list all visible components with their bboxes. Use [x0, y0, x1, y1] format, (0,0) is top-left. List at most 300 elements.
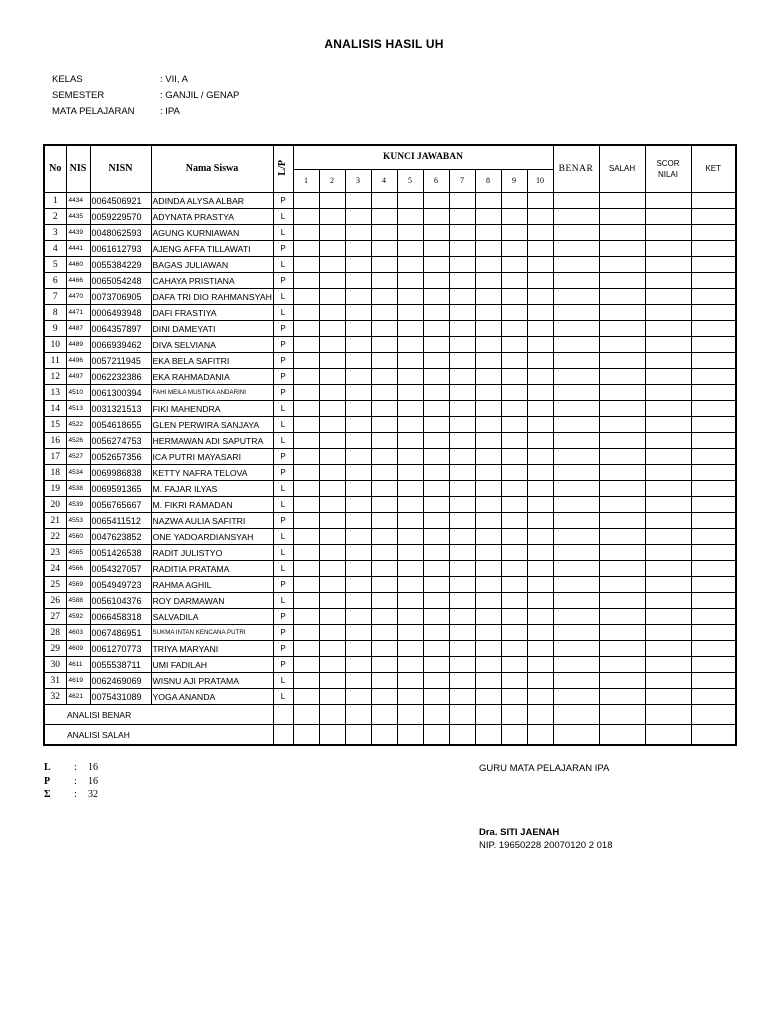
answer-cell — [475, 241, 501, 257]
row-no: 16 — [44, 433, 66, 449]
analysis-row — [44, 725, 736, 746]
answer-cell — [293, 481, 319, 497]
analysis-cell — [371, 725, 397, 746]
answer-cell — [475, 657, 501, 673]
benar-cell — [553, 657, 599, 673]
ket-cell — [691, 417, 736, 433]
answer-cell — [449, 417, 475, 433]
answer-cell — [501, 513, 527, 529]
analysis-cell — [273, 705, 293, 725]
answer-cell — [527, 449, 553, 465]
answer-cell — [449, 689, 475, 705]
answer-cell — [319, 401, 345, 417]
answer-cell — [293, 241, 319, 257]
row-nama: FAHI MEILA MUSTIKA ANDARINI — [151, 385, 273, 401]
answer-cell — [371, 305, 397, 321]
answer-cell — [423, 241, 449, 257]
answer-cell — [449, 657, 475, 673]
analysis-cell — [501, 725, 527, 746]
answer-cell — [319, 497, 345, 513]
ket-cell — [691, 241, 736, 257]
answer-cell — [345, 497, 371, 513]
answer-cell — [397, 369, 423, 385]
row-nisn: 0006493948 — [90, 305, 151, 321]
table-row — [44, 609, 736, 625]
answer-cell — [345, 273, 371, 289]
teacher-role: GURU MATA PELAJARAN IPA — [479, 763, 610, 774]
answer-cell — [501, 417, 527, 433]
answer-cell — [423, 433, 449, 449]
ket-cell — [691, 337, 736, 353]
answer-cell — [397, 433, 423, 449]
benar-cell — [553, 497, 599, 513]
answer-cell — [475, 609, 501, 625]
analysis-cell — [319, 725, 345, 746]
benar-cell — [553, 593, 599, 609]
answer-cell — [345, 241, 371, 257]
answer-cell — [501, 673, 527, 689]
answer-cell — [475, 577, 501, 593]
salah-cell — [599, 321, 645, 337]
header-kunci-jawaban: KUNCI JAWABAN — [293, 145, 553, 169]
meta-row-semester — [52, 87, 239, 103]
row-nis: 4434 — [66, 193, 90, 209]
analysis-cell — [599, 725, 645, 746]
answer-cell — [397, 321, 423, 337]
salah-cell — [599, 577, 645, 593]
answer-cell — [319, 353, 345, 369]
answer-cell — [319, 689, 345, 705]
kunci-number: 2 — [319, 169, 345, 192]
answer-cell — [527, 193, 553, 209]
answer-cell — [475, 625, 501, 641]
answer-cell — [371, 673, 397, 689]
ket-cell — [691, 433, 736, 449]
answer-cell — [397, 401, 423, 417]
answer-cell — [475, 497, 501, 513]
answer-cell — [345, 465, 371, 481]
answer-cell — [475, 289, 501, 305]
salah-cell — [599, 225, 645, 241]
answer-cell — [527, 529, 553, 545]
header-lp-cell — [273, 145, 293, 193]
answer-cell — [527, 225, 553, 241]
benar-cell — [553, 193, 599, 209]
summary-colon: : — [74, 775, 77, 787]
row-no: 22 — [44, 529, 66, 545]
benar-cell — [553, 641, 599, 657]
answer-cell — [449, 497, 475, 513]
table-row — [44, 321, 736, 337]
answer-cell — [371, 641, 397, 657]
row-no: 1 — [44, 193, 66, 209]
row-nis: 4565 — [66, 545, 90, 561]
nilai-cell — [645, 577, 691, 593]
table-row — [44, 545, 736, 561]
row-lp: L — [273, 545, 293, 561]
row-nisn: 0069986838 — [90, 465, 151, 481]
nilai-cell — [645, 641, 691, 657]
ket-cell — [691, 353, 736, 369]
answer-cell — [345, 321, 371, 337]
answer-cell — [293, 257, 319, 273]
table-row — [44, 353, 736, 369]
answer-cell — [475, 273, 501, 289]
row-nama: GLEN PERWIRA SANJAYA — [151, 417, 273, 433]
answer-cell — [319, 625, 345, 641]
answer-cell — [345, 433, 371, 449]
row-nama: KETTY NAFRA TELOVA — [151, 465, 273, 481]
row-nama: DINI DAMEYATI — [151, 321, 273, 337]
answer-cell — [501, 433, 527, 449]
row-no: 30 — [44, 657, 66, 673]
nilai-cell — [645, 241, 691, 257]
nilai-cell — [645, 273, 691, 289]
answer-cell — [345, 401, 371, 417]
answer-cell — [527, 497, 553, 513]
benar-cell — [553, 385, 599, 401]
meta-value: : VII, A — [160, 73, 188, 85]
row-nisn: 0056765667 — [90, 497, 151, 513]
answer-cell — [345, 481, 371, 497]
ket-cell — [691, 577, 736, 593]
row-nis: 4560 — [66, 529, 90, 545]
row-nis: 4460 — [66, 257, 90, 273]
answer-cell — [293, 561, 319, 577]
answer-cell — [397, 209, 423, 225]
row-nama: FIKI MAHENDRA — [151, 401, 273, 417]
answer-cell — [475, 401, 501, 417]
table-row — [44, 465, 736, 481]
answer-cell — [527, 641, 553, 657]
answer-cell — [345, 641, 371, 657]
answer-cell — [371, 449, 397, 465]
benar-cell — [553, 689, 599, 705]
answer-cell — [319, 449, 345, 465]
table-row — [44, 529, 736, 545]
nilai-cell — [645, 353, 691, 369]
nilai-cell — [645, 417, 691, 433]
benar-cell — [553, 209, 599, 225]
answer-cell — [527, 337, 553, 353]
benar-cell — [553, 417, 599, 433]
answer-cell — [527, 417, 553, 433]
answer-cell — [501, 321, 527, 337]
summary-row-p — [44, 775, 98, 789]
row-lp: P — [273, 465, 293, 481]
answer-cell — [319, 481, 345, 497]
answer-cell — [293, 417, 319, 433]
analysis-cell — [319, 705, 345, 725]
answer-cell — [319, 433, 345, 449]
answer-cell — [475, 209, 501, 225]
answer-cell — [345, 545, 371, 561]
answer-cell — [319, 305, 345, 321]
answer-cell — [475, 193, 501, 209]
header-no: No — [44, 145, 66, 193]
answer-cell — [397, 481, 423, 497]
nilai-cell — [645, 305, 691, 321]
answer-cell — [501, 593, 527, 609]
ket-cell — [691, 513, 736, 529]
nilai-cell — [645, 689, 691, 705]
benar-cell — [553, 321, 599, 337]
row-no: 19 — [44, 481, 66, 497]
salah-cell — [599, 273, 645, 289]
answer-cell — [423, 465, 449, 481]
row-nisn: 0062469069 — [90, 673, 151, 689]
ket-cell — [691, 561, 736, 577]
answer-cell — [345, 305, 371, 321]
answer-cell — [527, 513, 553, 529]
row-lp: P — [273, 641, 293, 657]
answer-cell — [423, 673, 449, 689]
nilai-cell — [645, 209, 691, 225]
header-benar: BENAR — [553, 145, 599, 193]
ket-cell — [691, 481, 736, 497]
answer-cell — [319, 385, 345, 401]
header-scor-nilai — [645, 145, 691, 193]
table-row — [44, 289, 736, 305]
ket-cell — [691, 321, 736, 337]
answer-cell — [319, 465, 345, 481]
answer-cell — [293, 641, 319, 657]
table-row — [44, 337, 736, 353]
table-row — [44, 625, 736, 641]
answer-cell — [423, 337, 449, 353]
row-no: 24 — [44, 561, 66, 577]
analysis-cell — [691, 725, 736, 746]
salah-cell — [599, 641, 645, 657]
salah-cell — [599, 305, 645, 321]
row-nama: UMI FADILAH — [151, 657, 273, 673]
kunci-number: 6 — [423, 169, 449, 192]
kunci-number: 9 — [501, 169, 527, 192]
answer-cell — [293, 593, 319, 609]
answer-cell — [449, 593, 475, 609]
analysis-cell — [553, 725, 599, 746]
answer-cell — [501, 465, 527, 481]
summary-value: 16 — [88, 762, 98, 774]
row-nisn: 0061612793 — [90, 241, 151, 257]
answer-cell — [423, 689, 449, 705]
answer-cell — [475, 593, 501, 609]
answer-cell — [397, 353, 423, 369]
answer-cell — [397, 673, 423, 689]
row-no: 32 — [44, 689, 66, 705]
answer-cell — [293, 529, 319, 545]
answer-cell — [293, 289, 319, 305]
analysis-cell — [345, 725, 371, 746]
summary-key: Σ — [44, 789, 51, 801]
analysis-row — [44, 705, 736, 725]
answer-cell — [397, 337, 423, 353]
answer-cell — [319, 529, 345, 545]
answer-cell — [449, 321, 475, 337]
answer-cell — [345, 449, 371, 465]
answer-cell — [319, 657, 345, 673]
row-nis: 4527 — [66, 449, 90, 465]
ket-cell — [691, 257, 736, 273]
answer-cell — [293, 305, 319, 321]
row-nisn: 0064506921 — [90, 193, 151, 209]
table-row — [44, 689, 736, 705]
ket-cell — [691, 593, 736, 609]
row-no: 4 — [44, 241, 66, 257]
answer-cell — [371, 529, 397, 545]
row-nis: 4603 — [66, 625, 90, 641]
ket-cell — [691, 497, 736, 513]
nilai-cell — [645, 529, 691, 545]
benar-cell — [553, 433, 599, 449]
answer-cell — [345, 561, 371, 577]
answer-cell — [501, 689, 527, 705]
salah-cell — [599, 257, 645, 273]
nilai-cell — [645, 337, 691, 353]
answer-cell — [501, 385, 527, 401]
row-nisn: 0065054248 — [90, 273, 151, 289]
answer-cell — [293, 689, 319, 705]
answer-cell — [371, 193, 397, 209]
nilai-cell — [645, 481, 691, 497]
answer-cell — [345, 513, 371, 529]
answer-cell — [345, 529, 371, 545]
answer-cell — [345, 625, 371, 641]
meta-row-kelas — [52, 71, 239, 87]
answer-cell — [293, 513, 319, 529]
answer-cell — [397, 193, 423, 209]
table-row — [44, 193, 736, 209]
answer-cell — [371, 689, 397, 705]
row-nama: SALVADILA — [151, 609, 273, 625]
answer-cell — [501, 225, 527, 241]
answer-cell — [527, 385, 553, 401]
summary-colon: : — [74, 789, 77, 801]
answer-cell — [501, 529, 527, 545]
row-nis: 4496 — [66, 353, 90, 369]
table-row — [44, 241, 736, 257]
answer-cell — [345, 657, 371, 673]
row-nis: 4611 — [66, 657, 90, 673]
analysis-cell — [449, 725, 475, 746]
row-lp: L — [273, 305, 293, 321]
answer-cell — [397, 609, 423, 625]
answer-cell — [423, 497, 449, 513]
table-row — [44, 209, 736, 225]
answer-cell — [397, 529, 423, 545]
answer-cell — [475, 481, 501, 497]
nilai-cell — [645, 497, 691, 513]
row-nis: 4526 — [66, 433, 90, 449]
nilai-cell — [645, 193, 691, 209]
answer-cell — [397, 689, 423, 705]
answer-cell — [501, 305, 527, 321]
answer-cell — [319, 241, 345, 257]
kunci-number: 1 — [293, 169, 319, 192]
answer-cell — [293, 321, 319, 337]
answer-cell — [527, 241, 553, 257]
answer-cell — [397, 257, 423, 273]
row-nis: 4497 — [66, 369, 90, 385]
answer-cell — [319, 545, 345, 561]
answer-cell — [345, 593, 371, 609]
analysis-table — [43, 144, 737, 746]
row-nama: RAHMA AGHIL — [151, 577, 273, 593]
answer-cell — [371, 385, 397, 401]
header-nilai: NILAI — [657, 170, 678, 179]
answer-cell — [319, 641, 345, 657]
nilai-cell — [645, 609, 691, 625]
answer-cell — [397, 449, 423, 465]
benar-cell — [553, 465, 599, 481]
row-lp: L — [273, 417, 293, 433]
answer-cell — [345, 337, 371, 353]
answer-cell — [501, 353, 527, 369]
answer-cell — [501, 209, 527, 225]
analysis-cell — [475, 705, 501, 725]
table-row — [44, 433, 736, 449]
salah-cell — [599, 657, 645, 673]
row-nisn: 0066458318 — [90, 609, 151, 625]
answer-cell — [449, 273, 475, 289]
answer-cell — [449, 225, 475, 241]
row-nama: M. FIKRI RAMADAN — [151, 497, 273, 513]
summary-key: P — [44, 775, 51, 787]
ket-cell — [691, 209, 736, 225]
answer-cell — [527, 465, 553, 481]
answer-cell — [293, 193, 319, 209]
analysis-cell — [293, 705, 319, 725]
answer-cell — [345, 353, 371, 369]
salah-cell — [599, 561, 645, 577]
answer-cell — [319, 337, 345, 353]
answer-cell — [423, 481, 449, 497]
answer-cell — [527, 689, 553, 705]
row-no: 21 — [44, 513, 66, 529]
row-nisn: 0057211945 — [90, 353, 151, 369]
row-lp: P — [273, 337, 293, 353]
kunci-number: 4 — [371, 169, 397, 192]
row-nis: 4471 — [66, 305, 90, 321]
nilai-cell — [645, 657, 691, 673]
row-lp: L — [273, 209, 293, 225]
row-no: 31 — [44, 673, 66, 689]
row-nama: RADITIA PRATAMA — [151, 561, 273, 577]
table-row — [44, 673, 736, 689]
answer-cell — [293, 625, 319, 641]
answer-cell — [397, 241, 423, 257]
answer-cell — [293, 577, 319, 593]
row-no: 17 — [44, 449, 66, 465]
nilai-cell — [645, 593, 691, 609]
analysis-label: ANALISI SALAH — [44, 725, 273, 746]
answer-cell — [397, 289, 423, 305]
benar-cell — [553, 289, 599, 305]
row-nama: TRIYA MARYANI — [151, 641, 273, 657]
row-nis: 4534 — [66, 465, 90, 481]
nilai-cell — [645, 465, 691, 481]
answer-cell — [449, 625, 475, 641]
benar-cell — [553, 353, 599, 369]
class-info — [52, 71, 239, 119]
ket-cell — [691, 369, 736, 385]
teacher-name: Dra. SITI JAENAH — [479, 827, 560, 838]
row-nama: EKA RAHMADANIA — [151, 369, 273, 385]
benar-cell — [553, 529, 599, 545]
salah-cell — [599, 513, 645, 529]
answer-cell — [501, 625, 527, 641]
row-lp: L — [273, 593, 293, 609]
